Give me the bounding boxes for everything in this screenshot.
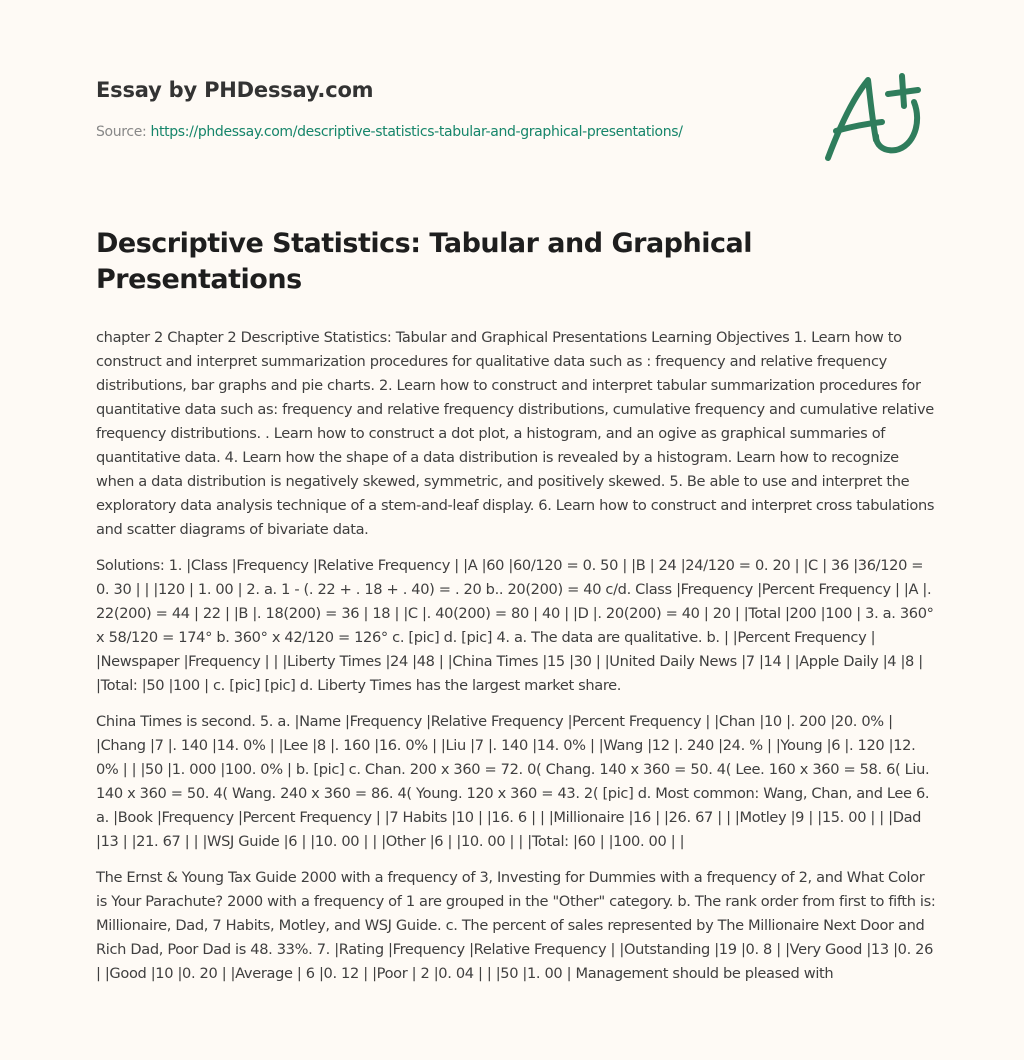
page-header	[96, 76, 796, 142]
site-title: Essay by PHDessay.com	[96, 78, 374, 102]
paragraph-solutions-1-4: Solutions: 1. |Class |Frequency |Relative Frequency | |A |60 |60/120 = 0. 50 | |B | 24 |24/120 = 0. 20 | |C | 36 |36/120 = 0. 30 | | |120 | 1. 00 | 2. a. 1 - (. 22 + . 18 + . 40) = . 20 b.. 20(200) = 40 c/d. Class |Frequency |Percent Frequency | |A |. 22(200) = 44 | 22 | |B |. 18(200) = 36 | 18 | |C |. 40(200) = 80 | 40 | |D |. 20(200) = 40 | 20 | |Total |200 |100 | 3. a. 360° x 58/120 = 174° b. 360° x 42/120 = 126° c. [pic] d. [pic] 4. a. The data are qualitative. b. | |Percent Frequency | |Newspaper |Frequency | | |Liberty Times |24 |48 | |China Times |15 |30 | |United Daily News |7 |14 | |Apple Daily |4 |8 | |Total: |50 |100 | c. [pic] [pic] d. Liberty Times has the largest market share.	[96, 557, 934, 694]
document-body	[96, 326, 936, 998]
source-label: Source:	[96, 124, 147, 140]
source-line	[96, 122, 796, 142]
paragraph-learning-objectives: chapter 2 Chapter 2 Descriptive Statistics: Tabular and Graphical Presentations Learning Objectives 1. Learn how to construct and interpret summarization procedures for qualitative data such as : frequency and relative frequency distributions, bar graphs and pie charts. 2. Learn how to construct and interpret tabular summarization procedures for quantitative data such as: frequency and relative frequency distributions, cumulative frequency and cumulative relative frequency distributions. . Learn how to construct a dot plot, a histogram, and an ogive as graphical summaries of quantitative data. 4. Learn how the shape of a data distribution is revealed by a histogram. Learn how to recognize when a data distribution is negatively skewed, symmetric, and positively skewed. 5. Be able to use and interpret the exploratory data analysis technique of a stem-and-leaf display. 6. Learn how to construct and interpret cross tabulations and scatter diagrams of bivariate data.	[96, 329, 935, 538]
paragraph-solutions-5-6: China Times is second. 5. a. |Name |Frequency |Relative Frequency |Percent Frequency | |Chan |10 |. 200 |20. 0% | |Chang |7 |. 140 |14. 0% | |Lee |8 |. 160 |16. 0% | |Liu |7 |. 140 |14. 0% | |Wang |12 |. 240 |24. % | |Young |6 |. 120 |12. 0% | | |50 |1. 000 |100. 0% | b. [pic] c. Chan. 200 x 360 = 72. 0( Chang. 140 x 360 = 50. 4( Lee. 160 x 360 = 58. 6( Liu. 140 x 360 = 50. 4( Wang. 240 x 360 = 86. 4( Young. 120 x 360 = 43. 2( [pic] d. Most common: Wang, Chan, and Lee 6. a. |Book |Frequency |Percent Frequency | |7 Habits |10 | |16. 6 | | |Millionaire |16 | |26. 67 | | |Motley |9 | |15. 00 | | |Dad |13 | |21. 67 | | |WSJ Guide |6 | |10. 00 | | |Other |6 | |10. 00 | | |Total: |60 | |100. 00 | |	[96, 713, 930, 850]
document-title: Descriptive Statistics: Tabular and Graphical Presentations	[96, 228, 752, 295]
paragraph-solutions-6-7: The Ernst & Young Tax Guide 2000 with a frequency of 3, Investing for Dummies with a frequency of 2, and What Color is Your Parachute? 2000 with a frequency of 1 are grouped in the "Other" category. b. The rank order from first to fifth is: Millionaire, Dad, 7 Habits, Motley, and WSJ Guide. c. The percent of sales represented by The Millionaire Next Door and Rich Dad, Poor Dad is 48. 33%. 7. |Rating |Frequency |Relative Frequency | |Outstanding |19 |0. 8 | |Very Good |13 |0. 26 | |Good |10 |0. 20 | |Average | 6 |0. 12 | |Poor | 2 |0. 04 | | |50 |1. 00 | Management should be pleased with	[96, 869, 936, 982]
a-plus-grade-icon	[818, 66, 938, 166]
source-link[interactable]: https://phdessay.com/descriptive-statistics-tabular-and-graphical-presentations/	[150, 124, 683, 140]
